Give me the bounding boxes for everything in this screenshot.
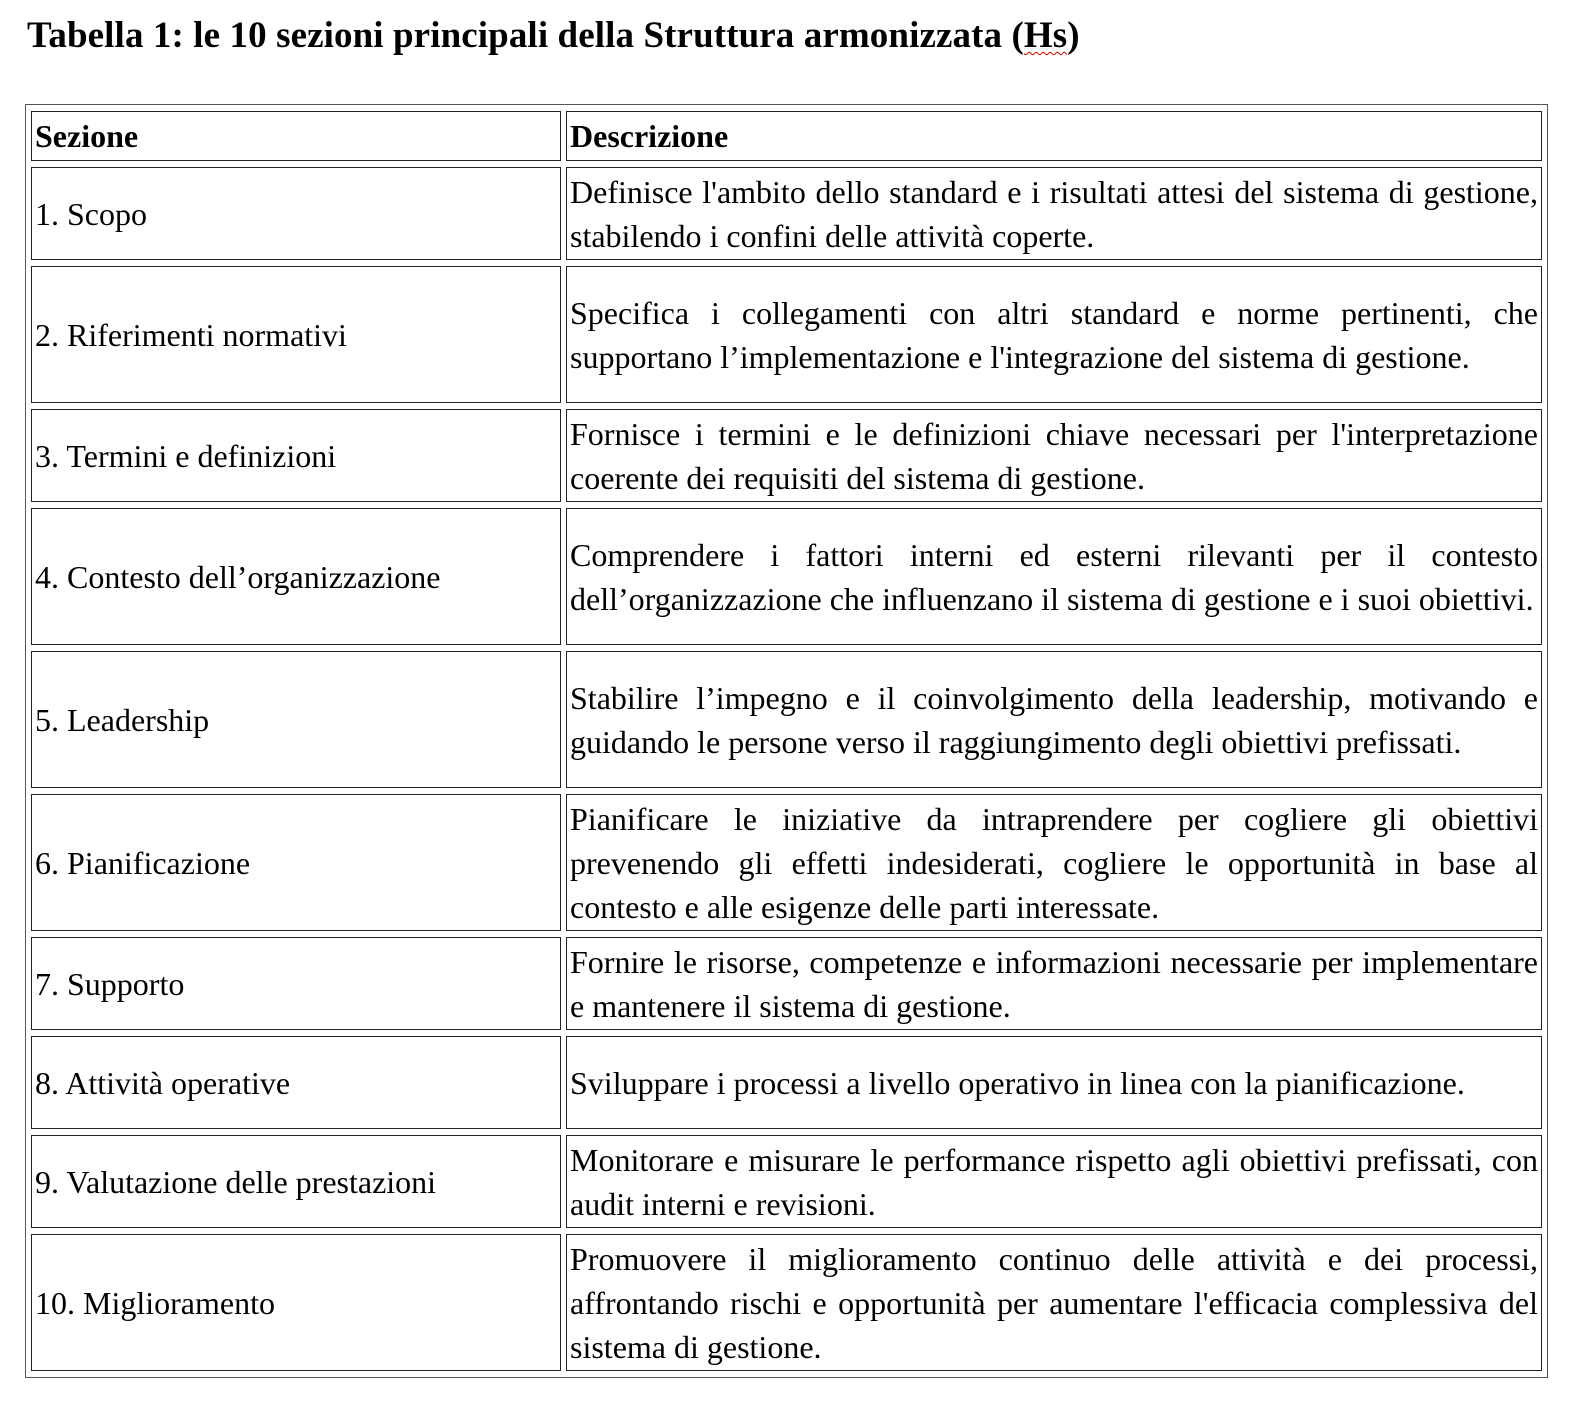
section-name-cell: 4. Contesto dell’organizzazione <box>31 508 561 645</box>
header-sezione: Sezione <box>31 111 561 161</box>
section-name-cell: 7. Supporto <box>31 937 561 1030</box>
table-row <box>31 167 1542 260</box>
section-description-cell: Fornisce i termini e le definizioni chiave necessari per l'interpretazione coerente dei requisiti del sistema di gestione. <box>566 409 1542 502</box>
section-name-cell: 9. Valutazione delle prestazioni <box>31 1135 561 1228</box>
section-description-cell: Pianificare le iniziative da intraprendere per cogliere gli obiettivi prevenendo gli effetti indesiderati, cogliere le opportunità in base al contesto e alle esigenze delle parti interessate. <box>566 794 1542 931</box>
table-row <box>31 1036 1542 1129</box>
sections-table <box>25 104 1548 1378</box>
section-description-cell: Comprendere i fattori interni ed esterni rilevanti per il contesto dell’organizzazione che influenzano il sistema di gestione e i suoi obiettivi. <box>566 508 1542 645</box>
section-description-cell: Stabilire l’impegno e il coinvolgimento della leadership, motivando e guidando le persone verso il raggiungimento degli obiettivi prefissati. <box>566 651 1542 788</box>
caption-closing-paren: ) <box>1067 15 1080 56</box>
section-description-cell: Specifica i collegamenti con altri standard e norme pertinenti, che supportano l’implementazione e l'integrazione del sistema di gestione. <box>566 266 1542 403</box>
table-row <box>31 1234 1542 1371</box>
section-description-cell: Fornire le risorse, competenze e informazioni necessarie per implementare e mantenere il sistema di gestione. <box>566 937 1542 1030</box>
table-row <box>31 508 1542 645</box>
table-row <box>31 937 1542 1030</box>
caption-text: Tabella 1: le 10 sezioni principali della Struttura armonizzata ( <box>27 15 1024 56</box>
section-name-cell: 6. Pianificazione <box>31 794 561 931</box>
table-row <box>31 651 1542 788</box>
table-row <box>31 409 1542 502</box>
table-row <box>31 266 1542 403</box>
table-row <box>31 794 1542 931</box>
section-name-cell: 1. Scopo <box>31 167 561 260</box>
header-row <box>31 111 1542 161</box>
table-row <box>31 1135 1542 1228</box>
header-descrizione: Descrizione <box>566 111 1542 161</box>
section-description-cell: Sviluppare i processi a livello operativo in linea con la pianificazione. <box>566 1036 1542 1129</box>
section-name-cell: 2. Riferimenti normativi <box>31 266 561 403</box>
spellcheck-flagged-word[interactable]: Hs <box>1023 15 1068 56</box>
section-name-cell: 10. Miglioramento <box>31 1234 561 1371</box>
section-name-cell: 3. Termini e definizioni <box>31 409 561 502</box>
table-caption <box>27 10 1080 62</box>
section-description-cell: Promuovere il miglioramento continuo delle attività e dei processi, affrontando rischi e opportunità per aumentare l'efficacia complessiva del sistema di gestione. <box>566 1234 1542 1371</box>
section-name-cell: 5. Leadership <box>31 651 561 788</box>
section-description-cell: Monitorare e misurare le performance rispetto agli obiettivi prefissati, con audit interni e revisioni. <box>566 1135 1542 1228</box>
section-name-cell: 8. Attività operative <box>31 1036 561 1129</box>
section-description-cell: Definisce l'ambito dello standard e i risultati attesi del sistema di gestione, stabilendo i confini delle attività coperte. <box>566 167 1542 260</box>
